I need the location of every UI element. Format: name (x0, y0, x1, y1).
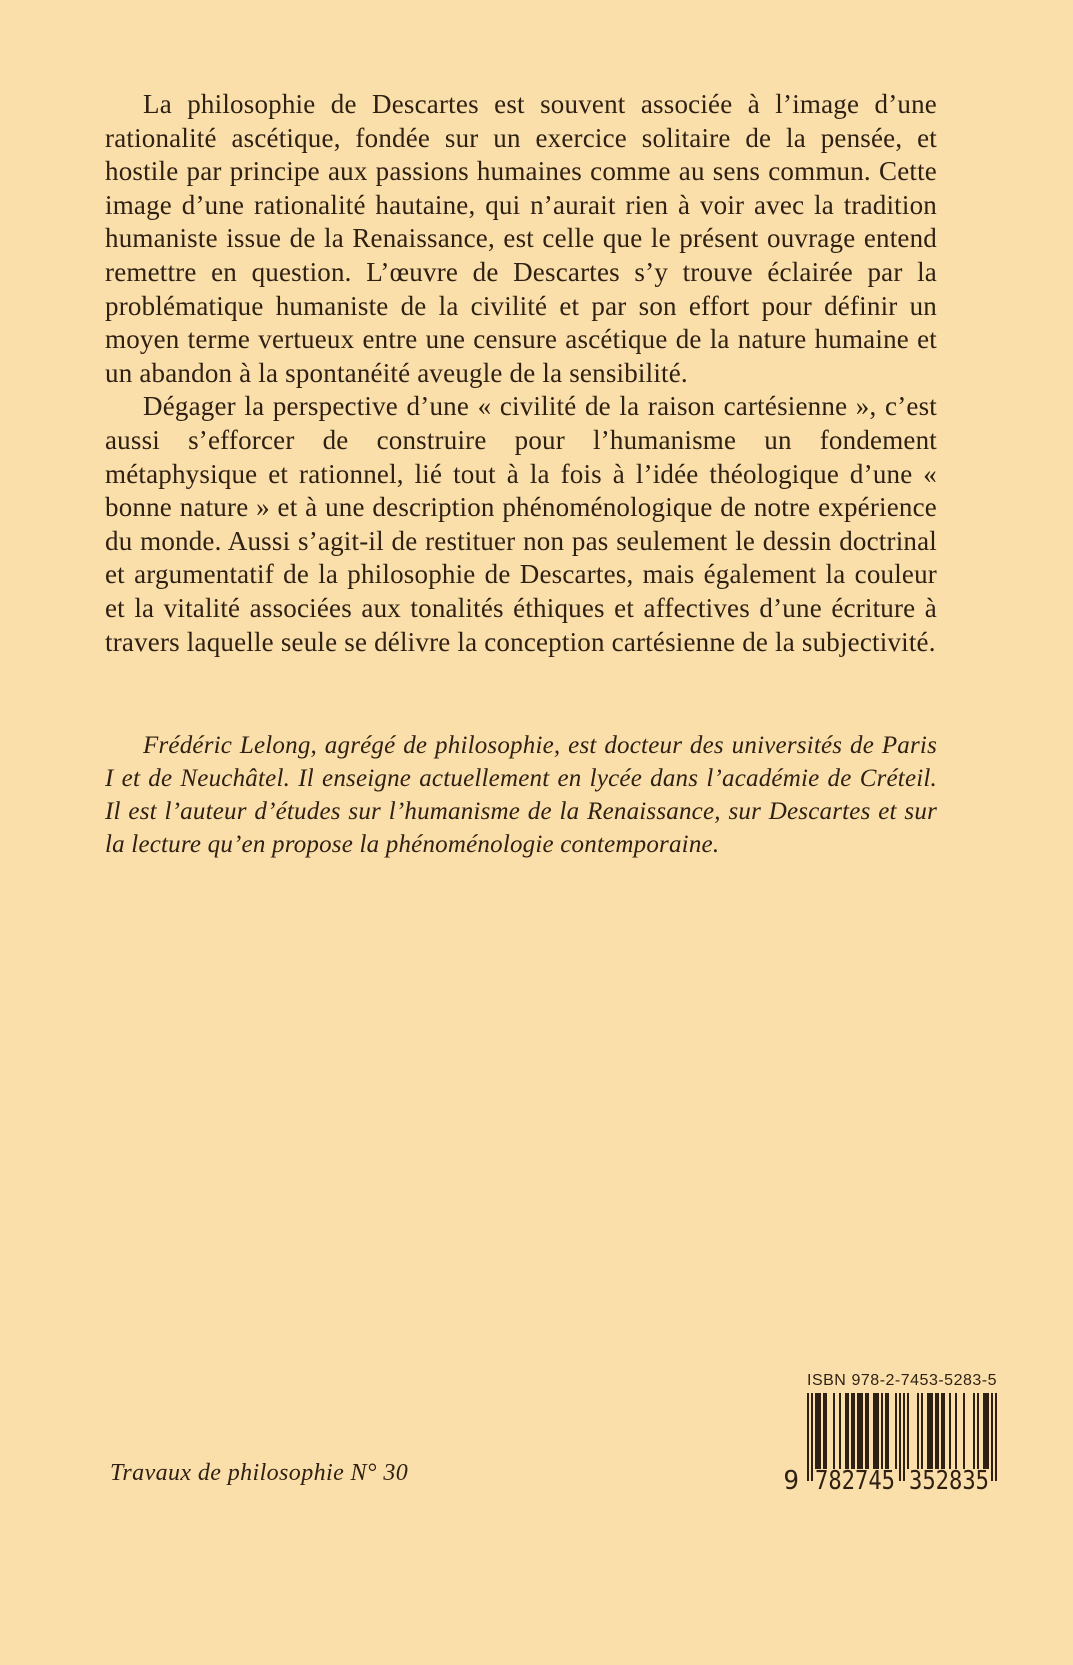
svg-text:782745: 782745 (815, 1466, 895, 1491)
svg-text:352835: 352835 (909, 1466, 989, 1491)
series-title: Travaux de philosophie N° 30 (110, 1460, 409, 1486)
synopsis-paragraph-1: La philosophie de Descartes est souvent associée à l’image d’une rationalité ascétique, fondée sur un exercice solitaire de la pensée, et hostile par principe aux passions humaines comme au sens commun. Cette image d’une rationalité hautaine, qui n’aurait rien à voir avec la tradition humaniste issue de la Renaissance, est celle que le présent ouvrage entend remettre en question. L’œuvre de Descartes s’y trouve éclairée par la problématique humaniste de la civilité et par son effort pour définir un moyen terme vertueux entre une censure ascétique de la nature humaine et un abandon à la spontanéité aveugle de la sensibilité. (105, 89, 937, 388)
svg-text:9: 9 (783, 1466, 799, 1491)
isbn-barcode (773, 1393, 997, 1491)
isbn-number-line (807, 1372, 997, 1390)
isbn-block (773, 1372, 997, 1491)
isbn-label: ISBN (807, 1372, 847, 1389)
isbn-number: 978-2-7453-5283-5 (851, 1372, 997, 1389)
synopsis-paragraph-2: Dégager la perspective d’une « civilité de la raison cartésienne », c’est aussi s’efforcer de construire pour l’humanisme un fondement métaphysique et rationnel, lié tout à la fois à l’idée théologique d’une « bonne nature » et à une description phénoménologique de notre expérience du monde. Aussi s’agit-il de restituer non pas seulement le dessin doctrinal et argumentatif de la philosophie de Descartes, mais également la couleur et la vitalité associées aux tonalités éthiques et affectives d’une écriture à travers laquelle seule se délivre la conception cartésienne de la subjectivité. (105, 391, 937, 657)
author-bio: Frédéric Lelong, agrégé de philosophie, est docteur des universités de Paris I et de Neuchâtel. Il enseigne actuellement en lycée dans l’académie de Créteil. Il est l’auteur d’études sur l’humanisme de la Renaissance, sur Descartes et sur la lecture qu’en propose la phénoménologie contemporaine. (105, 732, 937, 859)
synopsis-block (105, 88, 937, 861)
